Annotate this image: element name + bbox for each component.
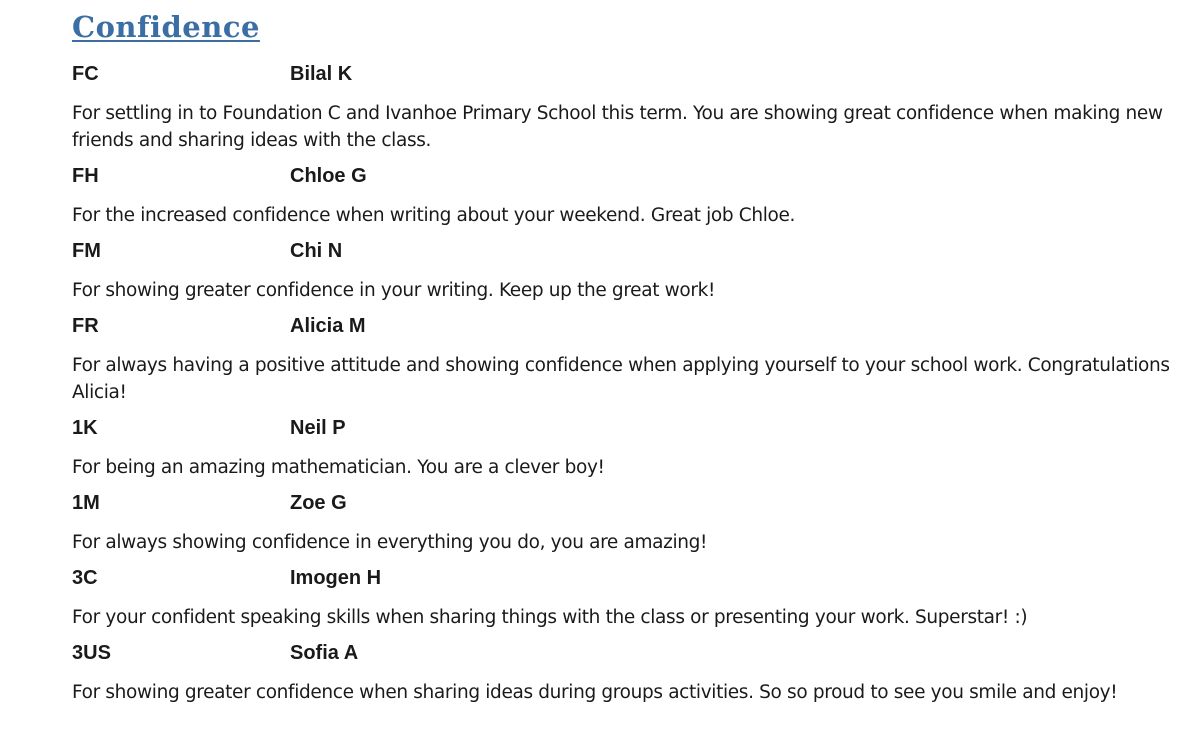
student-name: Zoe G bbox=[290, 492, 347, 514]
award-entry bbox=[72, 315, 1182, 406]
student-name: Chloe G bbox=[290, 165, 367, 187]
award-description: For showing greater confidence in your writing. Keep up the great work! bbox=[72, 280, 716, 301]
entry-header bbox=[72, 417, 1182, 439]
entry-header bbox=[72, 567, 1182, 589]
entry-header bbox=[72, 63, 1182, 85]
entry-header bbox=[72, 315, 1182, 337]
student-name: Bilal K bbox=[290, 63, 353, 85]
award-entry bbox=[72, 240, 1182, 304]
award-entry bbox=[72, 165, 1182, 229]
document-page bbox=[72, 0, 1182, 706]
class-code: FM bbox=[72, 240, 101, 262]
entry-header bbox=[72, 642, 1182, 664]
student-name: Neil P bbox=[290, 417, 346, 439]
award-description: For always having a positive attitude and showing confidence when applying yourself to your school work. Congratulations Alicia! bbox=[72, 355, 1170, 403]
entry-header bbox=[72, 165, 1182, 187]
award-entry bbox=[72, 417, 1182, 481]
award-description: For being an amazing mathematician. You are a clever boy! bbox=[72, 457, 605, 478]
class-code: FC bbox=[72, 63, 99, 85]
class-code: 3C bbox=[72, 567, 98, 589]
entry-header bbox=[72, 240, 1182, 262]
award-description: For showing greater confidence when sharing ideas during groups activities. So so proud to see you smile and enjoy! bbox=[72, 682, 1118, 703]
student-name: Chi N bbox=[290, 240, 343, 262]
class-code: FH bbox=[72, 165, 99, 187]
award-entry bbox=[72, 567, 1182, 631]
award-entry bbox=[72, 492, 1182, 556]
student-name: Sofia A bbox=[290, 642, 359, 664]
student-name: Imogen H bbox=[290, 567, 382, 589]
student-name: Alicia M bbox=[290, 315, 366, 337]
class-code: 1K bbox=[72, 417, 98, 439]
class-code: 3US bbox=[72, 642, 111, 664]
award-description: For settling in to Foundation C and Ivanhoe Primary School this term. You are showing great confidence when making new friends and sharing ideas with the class. bbox=[72, 103, 1163, 151]
award-description: For your confident speaking skills when sharing things with the class or presenting your work. Superstar! :) bbox=[72, 607, 1028, 628]
award-description: For always showing confidence in everything you do, you are amazing! bbox=[72, 532, 708, 553]
award-entry bbox=[72, 63, 1182, 154]
entry-header bbox=[72, 492, 1182, 514]
class-code: 1M bbox=[72, 492, 100, 514]
award-description: For the increased confidence when writing about your weekend. Great job Chloe. bbox=[72, 205, 796, 226]
award-entry bbox=[72, 642, 1182, 706]
class-code: FR bbox=[72, 315, 99, 337]
section-heading: Confidence bbox=[72, 10, 260, 44]
